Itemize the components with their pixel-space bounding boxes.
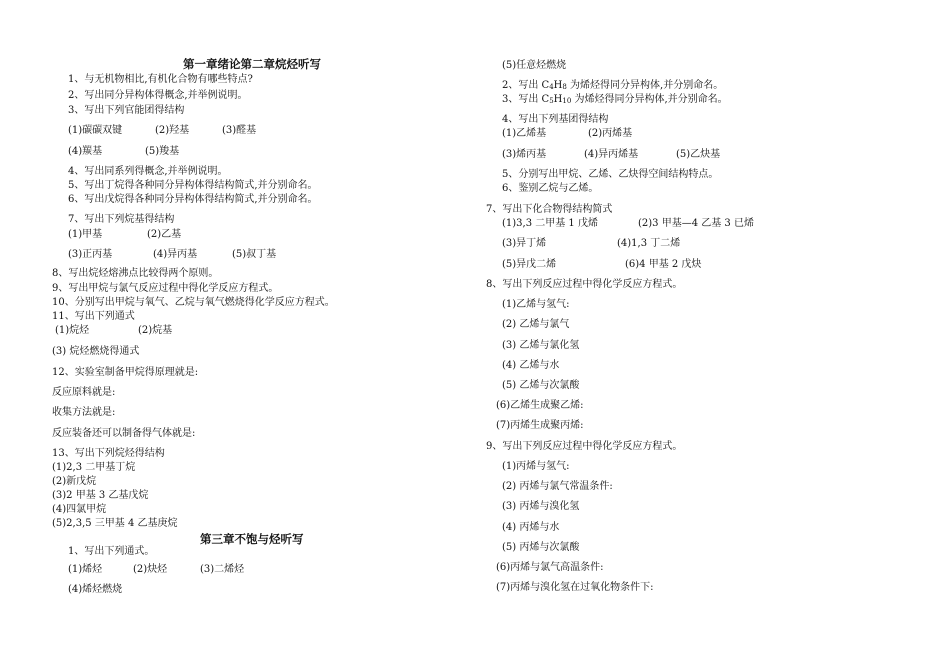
q12-materials: 反应原料就是: <box>52 387 116 398</box>
r-q4-item-1: (1)乙烯基 <box>502 128 547 139</box>
c3-q1-item-2: (2)炔烃 <box>133 564 168 575</box>
question-1: 1、与无机物相比,有机化合物有哪些特点? <box>68 74 253 85</box>
r-q7-item-2: (2)3 甲基—4 乙基 3 已烯 <box>638 218 754 229</box>
q3-item-2: (2)羟基 <box>155 125 190 136</box>
question-7: 7、写出下列烷基得结构 <box>68 214 175 225</box>
r-q7-item-4: (4)1,3 丁二烯 <box>617 238 681 249</box>
question-4: 4、写出同系列得概念,并举例说明。 <box>68 166 228 177</box>
r-q9-item-4: (4) 丙烯与水 <box>502 522 560 533</box>
r-q4-item-3: (3)烯丙基 <box>502 149 547 160</box>
r-q9-item-7: (7)丙烯与溴化氢在过氧化物条件下: <box>496 582 654 593</box>
question-9: 9、写出甲烷与氯气反应过程中得化学反应方程式。 <box>52 283 279 294</box>
chapter-1-2-title: 第一章绪论第二章烷烃听写 <box>183 57 321 71</box>
r-q9-item-6: (6)丙烯与氯气高温条件: <box>496 562 604 573</box>
question-13: 13、写出下列烷烃得结构 <box>52 448 165 459</box>
r-q8-item-4: (4) 乙烯与水 <box>502 360 560 371</box>
r-q9-item-2: (2) 丙烯与氯气常温条件: <box>502 481 613 492</box>
q7-item-4: (4)异丙基 <box>153 249 198 260</box>
r-question-7: 7、写出下化合物得结构简式 <box>486 204 613 215</box>
q7-item-1: (1)甲基 <box>68 229 103 240</box>
r-question-9: 9、写出下列反应过程中得化学反应方程式。 <box>486 441 683 452</box>
r-q9-item-1: (1)丙烯与氢气: <box>502 461 570 472</box>
c3-q1-item-3: (3)二烯烃 <box>200 564 245 575</box>
question-8: 8、写出烷烃熔沸点比较得两个原则。 <box>52 268 219 279</box>
r-question-6: 6、鉴别乙烷与乙烯。 <box>502 183 599 194</box>
c3-q1-item-1: (1)烯烃 <box>68 564 103 575</box>
r-q1-item-5: (5)任意烃燃烧 <box>502 60 567 71</box>
r-q7-item-5: (5)异戊二烯 <box>502 259 557 270</box>
q7-item-3: (3)正丙基 <box>68 249 113 260</box>
q7-item-2: (2)乙基 <box>147 229 182 240</box>
q3-item-1: (1)碳碳双键 <box>68 125 123 136</box>
q11-item-2: (2)烷基 <box>138 325 173 336</box>
question-5: 5、写出丁烷得各种同分异构体得结构简式,并分别命名。 <box>68 180 318 191</box>
question-12: 12、实验室制备甲烷得原理就是: <box>52 367 199 378</box>
r-q7-item-3: (3)异丁烯 <box>502 238 547 249</box>
q12-collection: 收集方法就是: <box>52 407 116 418</box>
question-3: 3、写出下列官能团得结构 <box>68 105 185 116</box>
r-q7-item-6: (6)4 甲基 2 戊炔 <box>625 259 702 270</box>
q3-item-5: (5)羧基 <box>145 146 180 157</box>
r-q4-item-2: (2)丙烯基 <box>588 128 633 139</box>
r-q8-item-2: (2) 乙烯与氯气 <box>502 319 570 330</box>
r-question-3: 3、写出 C5H10 为烯烃得同分异构体,并分别命名。 <box>502 94 728 105</box>
r-q8-item-5: (5) 乙烯与次氯酸 <box>502 380 580 391</box>
q11-item-1: (1)烷烃 <box>55 325 90 336</box>
r-q8-item-7: (7)丙烯生成聚丙烯: <box>496 420 584 431</box>
r-q7-item-1: (1)3,3 二甲基 1 戊烯 <box>502 218 598 229</box>
q13-item-4: (4)四氯甲烷 <box>52 504 107 515</box>
q3-item-4: (4)羰基 <box>68 146 103 157</box>
r-question-5: 5、分别写出甲烷、乙烯、乙炔得空间结构特点。 <box>502 169 719 180</box>
r-q8-item-3: (3) 乙烯与氯化氢 <box>502 340 580 351</box>
r-question-8: 8、写出下列反应过程中得化学反应方程式。 <box>486 279 683 290</box>
q13-item-1: (1)2,3 二甲基丁烷 <box>52 462 136 473</box>
q3-item-3: (3)醛基 <box>222 125 257 136</box>
q13-item-5: (5)2,3,5 三甲基 4 乙基庚烷 <box>52 518 178 529</box>
r-question-2: 2、写出 C4H8 为烯烃得同分异构体,并分别命名。 <box>502 80 724 91</box>
question-2: 2、写出同分异构体得概念,并举例说明。 <box>68 90 248 101</box>
r-question-4: 4、写出下列基团得结构 <box>502 114 609 125</box>
r-q9-item-5: (5) 丙烯与次氯酸 <box>502 542 580 553</box>
q13-item-3: (3)2 甲基 3 乙基戊烷 <box>52 490 149 501</box>
r-q4-item-5: (5)乙炔基 <box>676 149 721 160</box>
r-q9-item-3: (3) 丙烯与溴化氢 <box>502 501 580 512</box>
c3-question-1: 1、写出下列通式。 <box>68 546 155 557</box>
q11-item-3: (3) 烷烃燃烧得通式 <box>52 346 140 357</box>
r-q8-item-6: (6)乙烯生成聚乙烯: <box>496 400 584 411</box>
question-11: 11、写出下列通式 <box>52 311 135 322</box>
r-q4-item-4: (4)异丙烯基 <box>584 149 639 160</box>
c3-q1-item-4: (4)烯烃燃烧 <box>68 584 123 595</box>
r-q8-item-1: (1)乙烯与氢气: <box>502 299 570 310</box>
question-10: 10、分别写出甲烷与氧气、乙烷与氧气燃烧得化学反应方程式。 <box>52 297 335 308</box>
chapter-3-title: 第三章不饱与烃听写 <box>200 532 304 546</box>
q13-item-2: (2)新戊烷 <box>52 476 97 487</box>
question-6: 6、写出戊烷得各种同分异构体得结构简式,并分别命名。 <box>68 194 318 205</box>
q7-item-5: (5)叔丁基 <box>232 249 277 260</box>
q12-other-gases: 反应装备还可以制备得气体就是: <box>52 428 196 439</box>
